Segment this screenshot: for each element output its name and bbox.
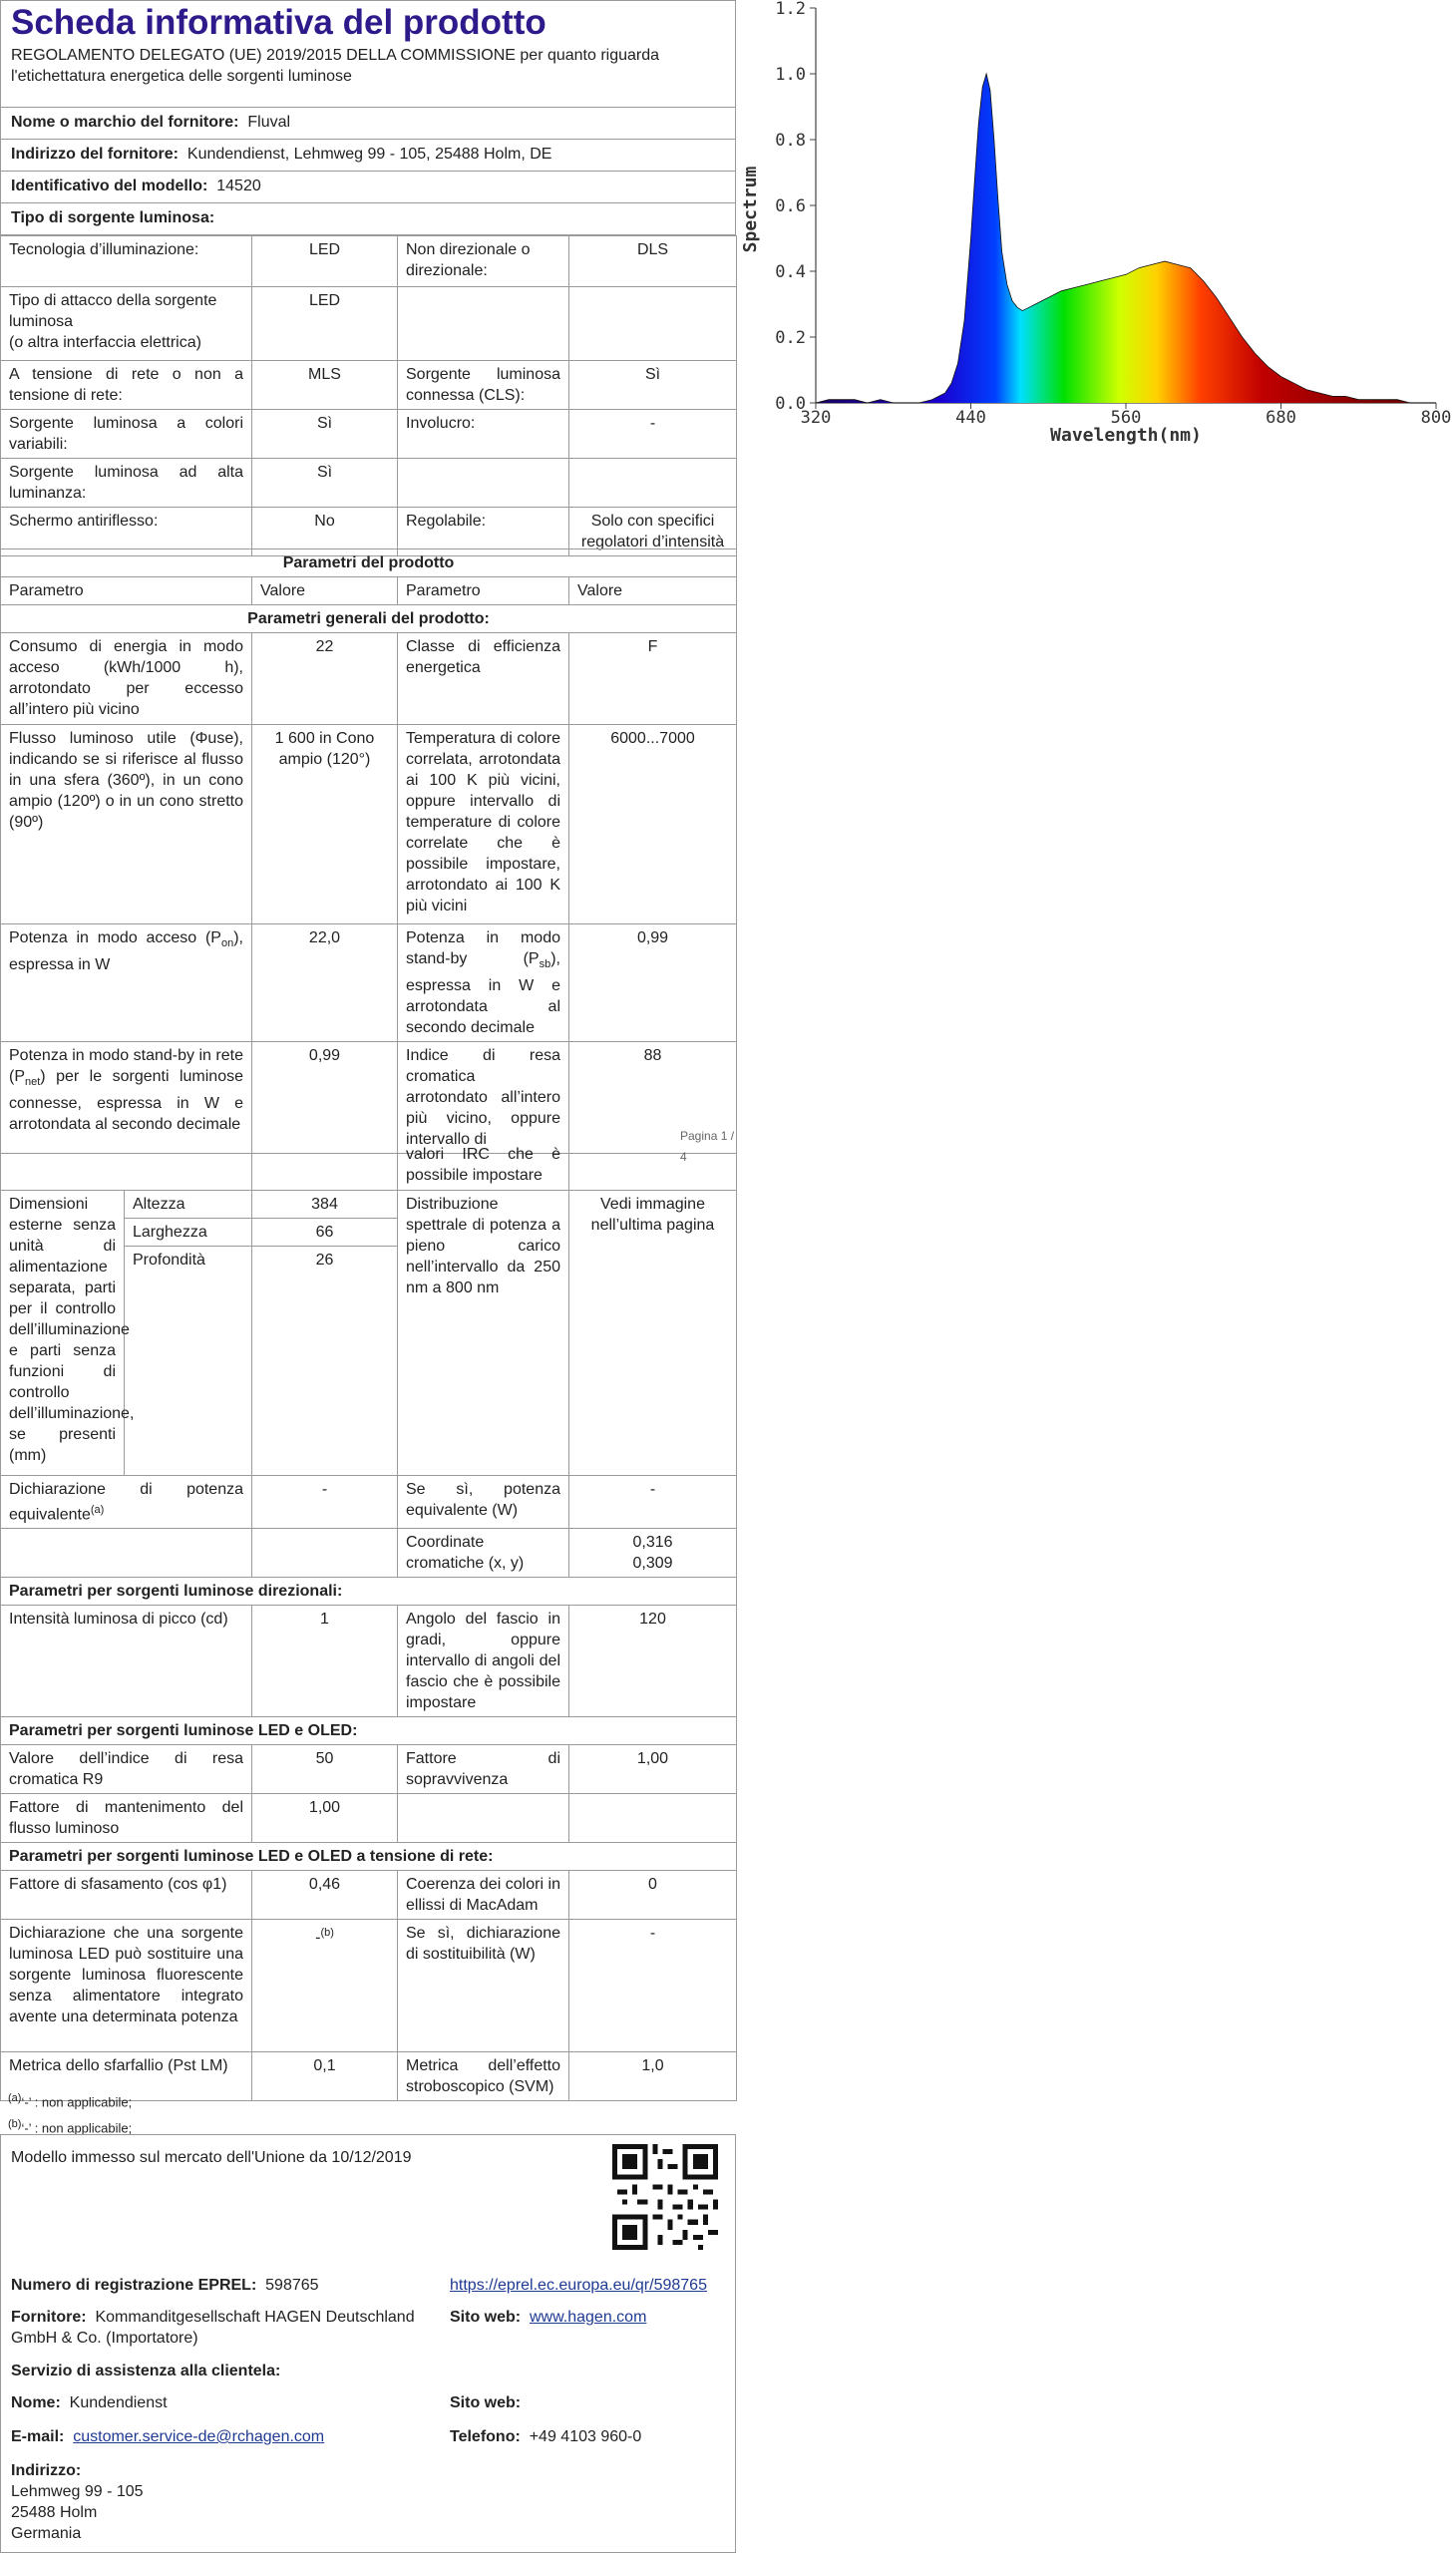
header-box (0, 0, 736, 108)
address-block: Indirizzo: Lehmweg 99 - 105 25488 Holm Germania (11, 2462, 144, 2542)
table-row (1, 1042, 737, 1154)
table-row (1, 725, 737, 924)
param-label: Valore dell’indice di resa cromatica R9 (1, 1745, 252, 1794)
param-label: Dichiarazione che una sorgente luminosa LED può sostituire una sorgente luminosa fluorescente senza alimentatore integrato avente una determinata potenza (1, 1920, 252, 2052)
qr-code-icon (612, 2144, 718, 2250)
service-website-row: Sito web: (450, 2394, 522, 2411)
chroma-value: 0,316 0,309 (569, 1529, 737, 1578)
x-tick-label: 800 (1420, 408, 1452, 428)
param-value: 88 (569, 1042, 737, 1154)
table-row (1, 410, 737, 459)
email-link[interactable]: customer.service-de@rchagen.com (73, 2428, 325, 2445)
param-label: Se sì, dichiarazione di sostituibilità (W) (398, 1920, 569, 2052)
equiv-w-label: Se sì, potenza equivalente (W) (398, 1476, 569, 1529)
table-row (1, 1529, 737, 1578)
x-tick-label: 440 (955, 408, 986, 428)
table-header-row (1, 577, 737, 605)
param-label: Fattore di mantenimento del flusso luminoso (1, 1794, 252, 1843)
param-value: 1,00 (252, 1794, 398, 1843)
equiv-label: Dichiarazione di potenza equivalente$^{(a)}$ (1, 1476, 252, 1529)
param-label: Potenza in modo stand-by in rete $(P_{net})$ per le sorgenti luminose connesse, espressa in W e arrotondata al secondo decimale (1, 1042, 252, 1154)
supplier-row: Fornitore: Kommanditgesellschaft HAGEN Deutschland GmbH & Co. (Importatore) (11, 2309, 415, 2347)
params-heading: Parametri del prodotto (1, 549, 737, 577)
dimension-value-height: 384 (252, 1191, 398, 1219)
param-value: Solo con specifici regolatori d’intensità (569, 508, 737, 556)
param-value: - (569, 1920, 737, 2052)
param-value: -$^{(b)}$ (252, 1920, 398, 2052)
param-label: Coerenza dei colori in ellissi di MacAdam (398, 1871, 569, 1920)
supplier-name-value: Fluval (247, 114, 291, 131)
param-value: 50 (252, 1745, 398, 1794)
param-label: Angolo del fascio in gradi, oppure intervallo di angoli del fascio che è possibile impostare (398, 1606, 569, 1717)
chroma-label: Coordinate cromatiche (x, y) (398, 1529, 569, 1578)
y-axis-label: Spectrum (740, 166, 761, 253)
col-header-param: Parametro (1, 577, 252, 605)
param-value: 0,1 (252, 2052, 398, 2101)
led-heading: Parametri per sorgenti luminose LED e OLED: (1, 1717, 737, 1745)
param-label: Involucro: (398, 410, 569, 459)
param-label: Potenza in modo acceso $(P_{on})$, espressa in W (1, 924, 252, 1042)
product-params-continued-table (0, 1142, 737, 1191)
y-tick-label: 1.2 (775, 0, 806, 19)
x-axis-label: Wavelength(nm) (1050, 425, 1202, 446)
spectrum-series-area (816, 74, 1436, 403)
param-value: - (569, 410, 737, 459)
param-label: Regolabile: (398, 508, 569, 556)
eprel-row: Numero di registrazione EPREL: 598765 (11, 2277, 319, 2294)
y-tick-label: 0.0 (775, 394, 806, 414)
param-value: Sì (252, 410, 398, 459)
table-row (1, 1920, 737, 2052)
param-label: Flusso luminoso utile (Φuse), indicando se si riferisce al flusso in una sfera (360º), in un cono ampio (120º) o in un cono stretto (90º) (1, 725, 252, 924)
spd-label: Distribuzione spettrale di potenza a pieno carico nell’intervallo da 250 nm a 800 nm (398, 1191, 569, 1476)
param-label: Metrica dello sfarfallio (Pst LM) (1, 2052, 252, 2101)
param-label (398, 459, 569, 508)
table-row (1, 924, 737, 1042)
param-label: Temperatura di colore correlata, arrotondata ai 100 K più vicini, oppure intervallo di temperature di colore correlate che è possibile impostare, arrotondato ai 100 K più vicini (398, 725, 569, 924)
dimension-label-height: Altezza (125, 1191, 252, 1219)
param-label: Sorgente luminosa ad alta luminanza: (1, 459, 252, 508)
mains-heading: Parametri per sorgenti luminose LED e OLED a tensione di rete: (1, 1843, 737, 1871)
table-row (1, 1794, 737, 1843)
table-row (1, 1871, 737, 1920)
equiv-value: - (252, 1476, 398, 1529)
footnote-a: $^{(a)}$‘-’ : non applicabile; (8, 2092, 133, 2110)
dimension-value-width: 66 (252, 1219, 398, 1247)
phone-row: Telefono: +49 4103 960-0 (450, 2428, 642, 2445)
y-tick-label: 0.8 (775, 131, 806, 151)
table-row (1, 361, 737, 410)
x-tick-label: 320 (800, 408, 832, 428)
param-label (398, 287, 569, 361)
param-label: Tipo di attacco della sorgente luminosa (o altra interfaccia elettrica) (1, 287, 252, 361)
footnote-b: $^{(b)}$‘-’ : non applicabile; (8, 2118, 133, 2136)
website-row: Sito web: www.hagen.com (450, 2309, 647, 2326)
y-tick-label: 0.6 (775, 196, 806, 216)
col-header-value: Valore (252, 577, 398, 605)
page-number: Pagina 1 / 4 (680, 1129, 735, 1164)
y-tick-label: 0.2 (775, 328, 806, 348)
param-value: 22,0 (252, 924, 398, 1042)
param-value: 1,0 (569, 2052, 737, 2101)
table-row (1, 287, 737, 361)
param-value: No (252, 508, 398, 556)
param-label: Consumo di energia in modo acceso (kWh/1000 h), arrotondato per eccesso all’intero più vicino (1, 633, 252, 725)
param-label: A tensione di rete o non a tensione di rete: (1, 361, 252, 410)
equiv-w-value: - (569, 1476, 737, 1529)
model-id-row (0, 172, 736, 203)
spectrum-chart (740, 0, 1456, 449)
directional-heading: Parametri per sorgenti luminose direzionali: (1, 1578, 737, 1606)
param-value: 22 (252, 633, 398, 725)
equivalent-power-table (0, 1475, 737, 2101)
source-type-table (0, 235, 737, 556)
param-label: Potenza in modo stand-by $(P_{sb})$, espressa in W e arrotondata al secondo decimale (398, 924, 569, 1042)
param-value: 0,99 (569, 924, 737, 1042)
x-tick-label: 680 (1266, 408, 1296, 428)
param-label: Metrica dell’effetto stroboscopico (SVM) (398, 2052, 569, 2101)
market-date: Modello immesso sul mercato dell'Unione da 10/12/2019 (11, 2149, 412, 2166)
dimension-value-depth: 26 (252, 1247, 398, 1476)
service-heading: Servizio di assistenza alla clientela: (11, 2363, 281, 2379)
param-value: MLS (252, 361, 398, 410)
general-params-heading: Parametri generali del prodotto: (1, 605, 737, 633)
param-label: Non direzionale o direzionale: (398, 236, 569, 287)
param-value: DLS (569, 236, 737, 287)
param-value: LED (252, 236, 398, 287)
param-value: Sì (252, 459, 398, 508)
dimensions-label: Dimensioni esterne senza unità di alimentazione separata, parti per il controllo dell’illuminazione e parti senza funzioni di controllo dell’illuminazione, se presenti (mm) (1, 1191, 125, 1476)
param-value: 0,99 (252, 1042, 398, 1154)
email-row: E-mail: customer.service-de@rchagen.com (11, 2428, 325, 2445)
table-row (1, 1745, 737, 1794)
param-value (569, 459, 737, 508)
supplier-name-row (0, 108, 736, 140)
eprel-link[interactable]: https://eprel.ec.europa.eu/qr/598765 (450, 2277, 707, 2294)
param-value: 6000...7000 (569, 725, 737, 924)
dimension-label-width: Larghezza (125, 1219, 252, 1247)
y-tick-label: 0.4 (775, 262, 806, 282)
spd-value: Vedi immagine nell’ultima pagina (569, 1191, 737, 1476)
param-value (569, 287, 737, 361)
param-value: 1 (252, 1606, 398, 1717)
regulation-text: REGOLAMENTO DELEGATO (UE) 2019/2015 DELLA COMMISSIONE per quanto riguarda l'etichettatura energetica delle sorgenti luminose (11, 47, 660, 85)
table-row (1, 459, 737, 508)
dimension-label-depth: Profondità (125, 1247, 252, 1476)
model-id-label: Identificativo del modello: (11, 178, 208, 194)
param-value: 1 600 in Cono ampio (120°) (252, 725, 398, 924)
col-header-param: Parametro (398, 577, 569, 605)
supplier-name-label: Nome o marchio del fornitore: (11, 114, 239, 131)
param-label: Sorgente luminosa a colori variabili: (1, 410, 252, 459)
param-label: Schermo antiriflesso: (1, 508, 252, 556)
param-value: Sì (569, 361, 737, 410)
param-label: Fattore di sopravvivenza (398, 1745, 569, 1794)
param-value: 0 (569, 1871, 737, 1920)
param-value: 0,46 (252, 1871, 398, 1920)
param-value: 1,00 (569, 1745, 737, 1794)
param-label: Fattore di sfasamento (cos φ1) (1, 1871, 252, 1920)
table-row (1, 633, 737, 725)
dimensions-table (0, 1190, 737, 1476)
table-row (1, 1191, 737, 1219)
table-row (1, 1476, 737, 1529)
param-label: Sorgente luminosa connessa (CLS): (398, 361, 569, 410)
service-name-row: Nome: Kundendienst (11, 2394, 168, 2411)
y-tick-label: 1.0 (775, 65, 806, 85)
param-label: Classe di efficienza energetica (398, 633, 569, 725)
param-label: valori IRC che è possibile impostare (398, 1142, 569, 1190)
param-value: 120 (569, 1606, 737, 1717)
param-label: Intensità luminosa di picco (cd) (1, 1606, 252, 1717)
supplier-address-row (0, 140, 736, 172)
param-label: Indice di resa cromatica arrotondato all’intero più vicino, oppure intervallo di (398, 1042, 569, 1154)
x-tick-label: 560 (1110, 408, 1142, 428)
supplier-address-label: Indirizzo del fornitore: (11, 146, 179, 163)
param-value: F (569, 633, 737, 725)
model-id-value: 14520 (216, 178, 261, 194)
source-type-heading-row (0, 203, 736, 235)
table-row (1, 1606, 737, 1717)
source-type-heading: Tipo di sorgente luminosa: (11, 209, 215, 226)
col-header-value: Valore (569, 577, 737, 605)
product-params-table (0, 548, 737, 1154)
table-row (1, 236, 737, 287)
table-row (1, 1142, 737, 1190)
param-value: LED (252, 287, 398, 361)
param-label: Tecnologia d’illuminazione: (1, 236, 252, 287)
page-title: Scheda informativa del prodotto (11, 3, 546, 42)
supplier-address-value: Kundendienst, Lehmweg 99 - 105, 25488 Holm, DE (186, 146, 552, 163)
website-link[interactable]: www.hagen.com (530, 2309, 647, 2326)
